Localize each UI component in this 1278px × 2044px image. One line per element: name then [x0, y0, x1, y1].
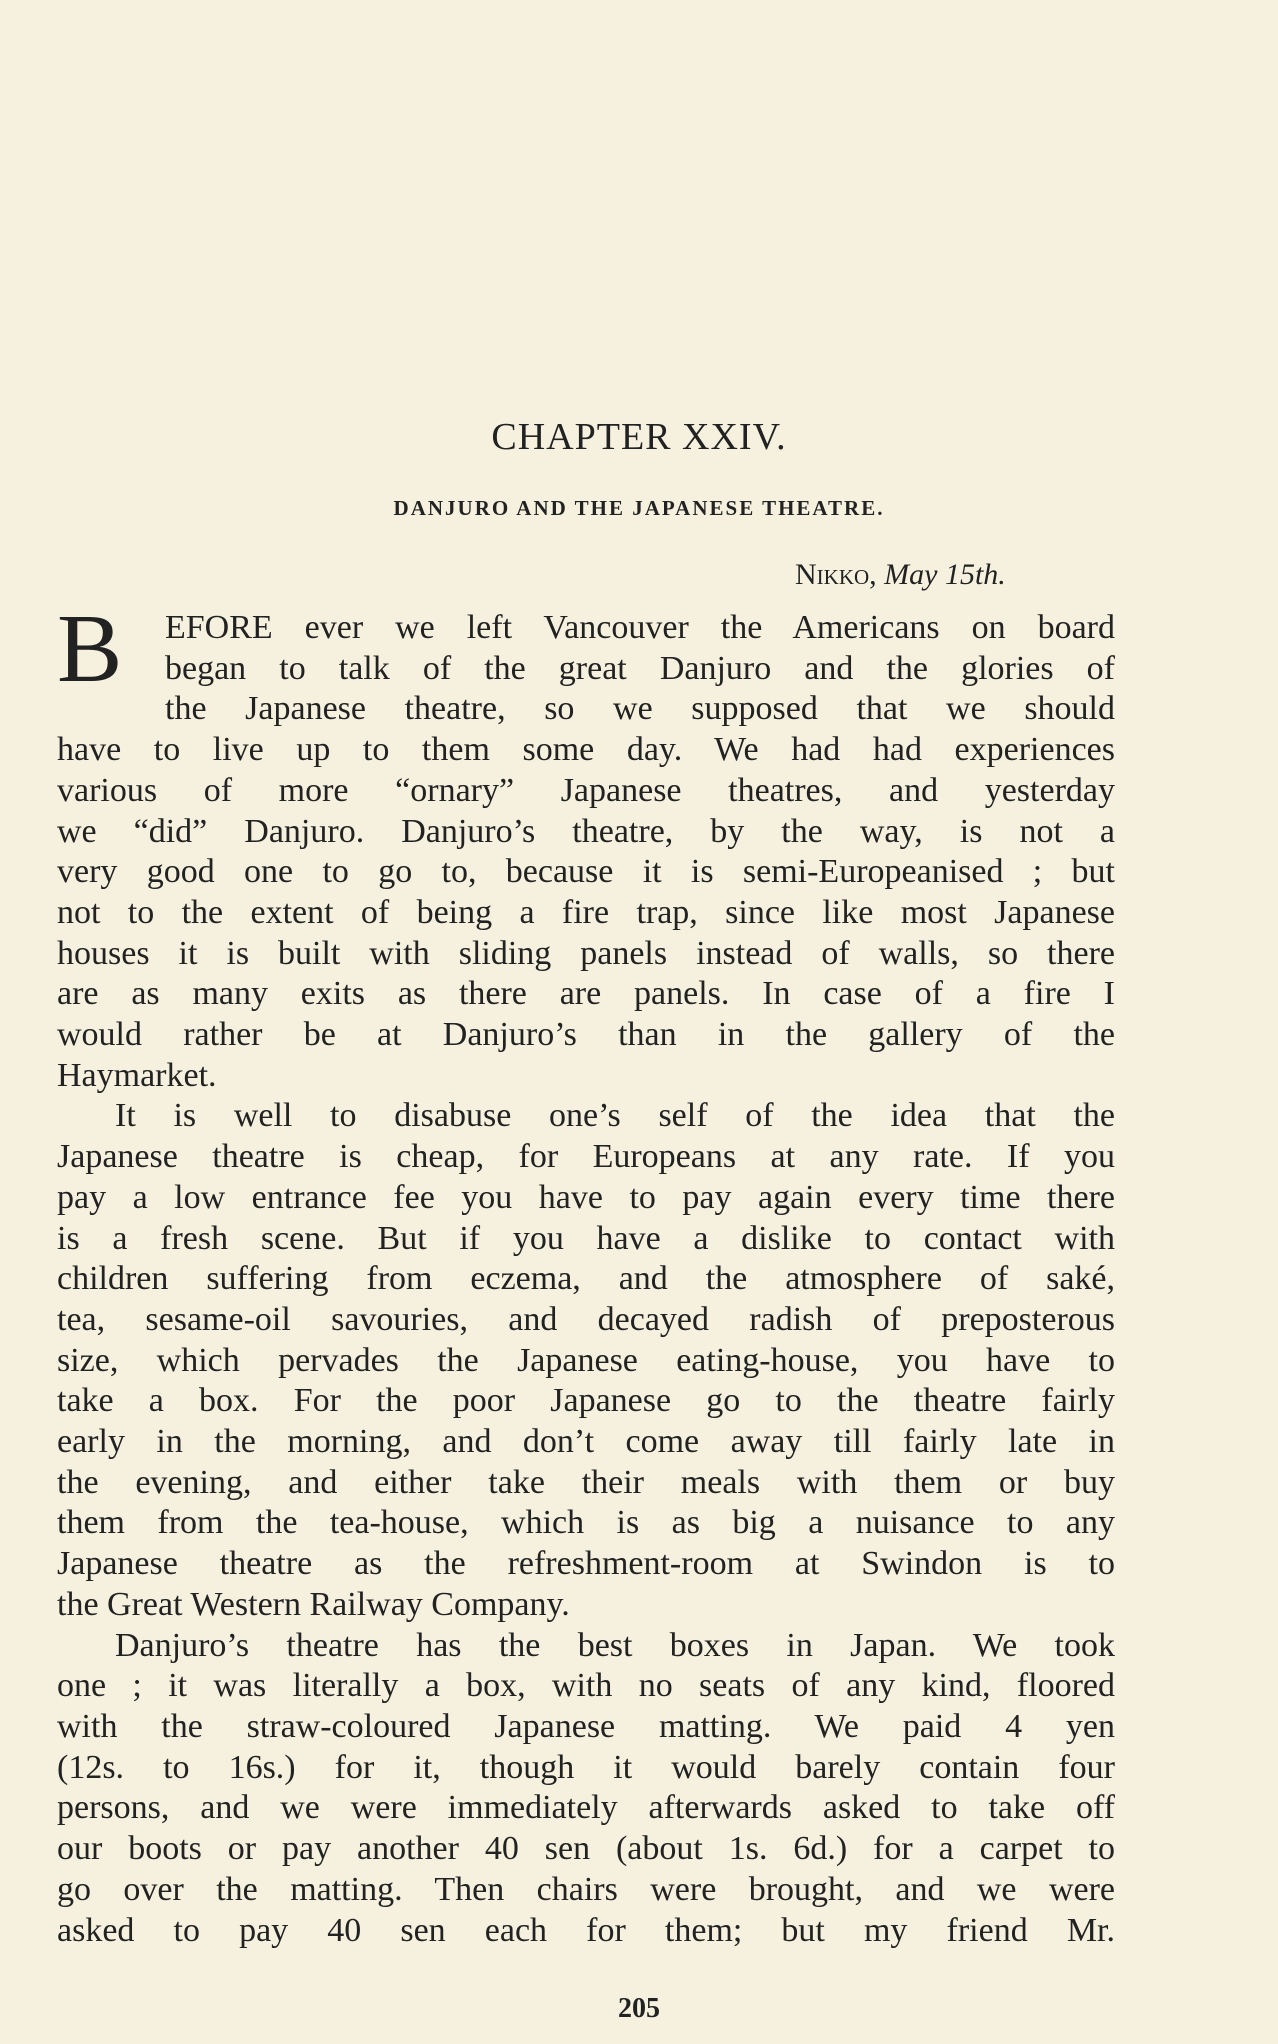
text-line: them from the tea-house, which is as big a nuisance to any	[57, 1504, 1115, 1542]
text-line: our boots or pay another 40 sen (about 1s. 6d.) for a carpet to	[57, 1830, 1115, 1868]
text-line: take a box. For the poor Japanese go to the theatre fairly	[57, 1382, 1115, 1420]
paragraph-3	[57, 1626, 1115, 1952]
text-line: one ; it was literally a box, with no seats of any kind, floored	[57, 1667, 1115, 1705]
text-line: (12s. to 16s.) for it, though it would barely contain four	[57, 1748, 1115, 1786]
text-line: Danjuro’s theatre has the best boxes in Japan. We took	[115, 1626, 1115, 1664]
text-line: are as many exits as there are panels. In case of a fire I	[57, 975, 1115, 1013]
text-line: Japanese theatre is cheap, for Europeans at any rate. If you	[57, 1138, 1115, 1176]
text-line: persons, and we were immediately afterwards asked to take off	[57, 1789, 1115, 1827]
text-line: children suffering from eczema, and the atmosphere of saké,	[57, 1260, 1115, 1298]
page-number: 205	[618, 1993, 660, 2024]
text-line: very good one to go to, because it is semi-Europeanised ; but	[57, 853, 1115, 891]
text-line: we “did” Danjuro. Danjuro’s theatre, by the way, is not a	[57, 812, 1115, 850]
text-line: houses it is built with sliding panels instead of walls, so there	[57, 934, 1115, 972]
text-line: have to live up to them some day. We had had experiences	[57, 731, 1115, 769]
dateline-date: May 15th.	[884, 558, 1006, 591]
chapter-subtitle: DANJURO AND THE JAPANESE THEATRE.	[393, 496, 885, 520]
drop-cap: B	[57, 595, 123, 703]
text-line: asked to pay 40 sen each for them; but my friend Mr.	[57, 1911, 1115, 1949]
text-line: various of more “ornary” Japanese theatres, and yesterday	[57, 771, 1115, 809]
text-line: go over the matting. Then chairs were brought, and we were	[57, 1870, 1115, 1908]
text-line: Haymarket.	[57, 1056, 217, 1094]
dateline-place: Nikko,	[795, 558, 877, 591]
text-line: size, which pervades the Japanese eating-house, you have to	[57, 1341, 1115, 1379]
text-line: began to talk of the great Danjuro and the glories of	[165, 649, 1115, 687]
chapter-title: CHAPTER XXIV.	[491, 416, 787, 458]
text-line: is a fresh scene. But if you have a dislike to contact with	[57, 1219, 1115, 1257]
body-text	[57, 595, 1115, 1951]
text-line: with the straw-coloured Japanese matting. We paid 4 yen	[57, 1707, 1115, 1745]
text-line: the evening, and either take their meals with them or buy	[57, 1463, 1115, 1501]
text-line: early in the morning, and don’t come away till fairly late in	[57, 1423, 1115, 1461]
paragraph-2	[57, 1096, 1115, 1625]
paragraph-1	[57, 595, 1115, 1096]
dateline	[795, 558, 1006, 592]
text-line: not to the extent of being a fire trap, since like most Japanese	[57, 893, 1115, 931]
text-line: EFORE ever we left Vancouver the Americans on board	[165, 609, 1115, 646]
text-line: pay a low entrance fee you have to pay again every time there	[57, 1178, 1115, 1216]
text-line: It is well to disabuse one’s self of the idea that the	[115, 1097, 1115, 1135]
text-line: tea, sesame-oil savouries, and decayed radish of preposterous	[57, 1300, 1115, 1338]
text-line: the Great Western Railway Company.	[57, 1585, 570, 1623]
text-line: the Japanese theatre, so we supposed that we should	[165, 690, 1115, 728]
text-line: would rather be at Danjuro’s than in the gallery of the	[57, 1016, 1115, 1054]
text-line: Japanese theatre as the refreshment-room at Swindon is to	[57, 1545, 1115, 1583]
